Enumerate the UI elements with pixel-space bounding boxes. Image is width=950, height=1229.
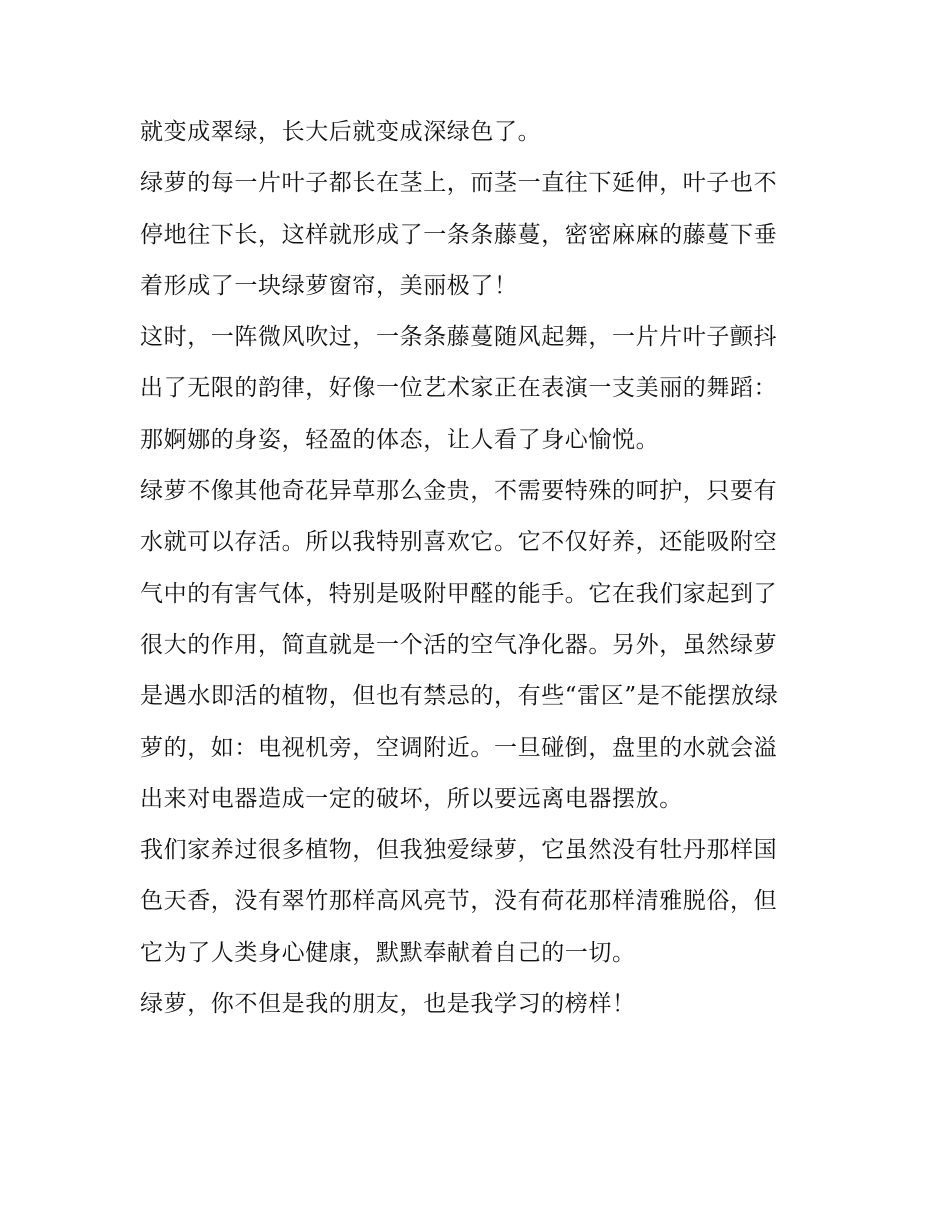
text-line: 出来对电器造成一定的破坏，所以要远离电器摆放。	[140, 785, 683, 812]
text-line: 水就可以存活。所以我特别喜欢它。它不仅好养，还能吸附空	[140, 529, 778, 556]
text-line: 气中的有害气体，特别是吸附甲醛的能手。它在我们家起到了	[140, 580, 778, 607]
text-line: 绿萝不像其他奇花异草那么金贵，不需要特殊的呵护，只要有	[140, 478, 778, 505]
text-line: 很大的作用，简直就是一个活的空气净化器。另外，虽然绿萝	[140, 631, 778, 658]
text-line: 着形成了一块绿萝窗帘，美丽极了！	[140, 272, 518, 299]
essay-text	[140, 107, 814, 1030]
text-line: 出了无限的韵律，好像一位艺术家正在表演一支美丽的舞蹈：	[140, 375, 778, 402]
text-line: 色天香，没有翠竹那样高风亮节，没有荷花那样清雅脱俗，但	[140, 888, 778, 915]
text-line: 是遇水即活的植物，但也有禁忌的，有些“雷区”是不能摆放绿	[140, 683, 779, 710]
text-line: 停地往下长，这样就形成了一条条藤蔓，密密麻麻的藤蔓下垂	[140, 221, 778, 248]
text-line: 绿萝的每一片叶子都长在茎上，而茎一直往下延伸，叶子也不	[140, 170, 778, 197]
text-line: 我们家养过很多植物，但我独爱绿萝，它虽然没有牡丹那样国	[140, 837, 778, 864]
text-line: 这时，一阵微风吹过，一条条藤蔓随风起舞，一片片叶子颤抖	[140, 324, 778, 351]
text-line: 萝的，如：电视机旁，空调附近。一旦碰倒，盘里的水就会溢	[140, 734, 778, 761]
text-line: 那婀娜的身姿，轻盈的体态，让人看了身心愉悦。	[140, 426, 660, 453]
text-line: 绿萝，你不但是我的朋友，也是我学习的榜样！	[140, 991, 636, 1018]
text-line: 就变成翠绿，长大后就变成深绿色了。	[140, 119, 542, 145]
text-line: 它为了人类身心健康，默默奉献着自己的一切。	[140, 939, 636, 966]
